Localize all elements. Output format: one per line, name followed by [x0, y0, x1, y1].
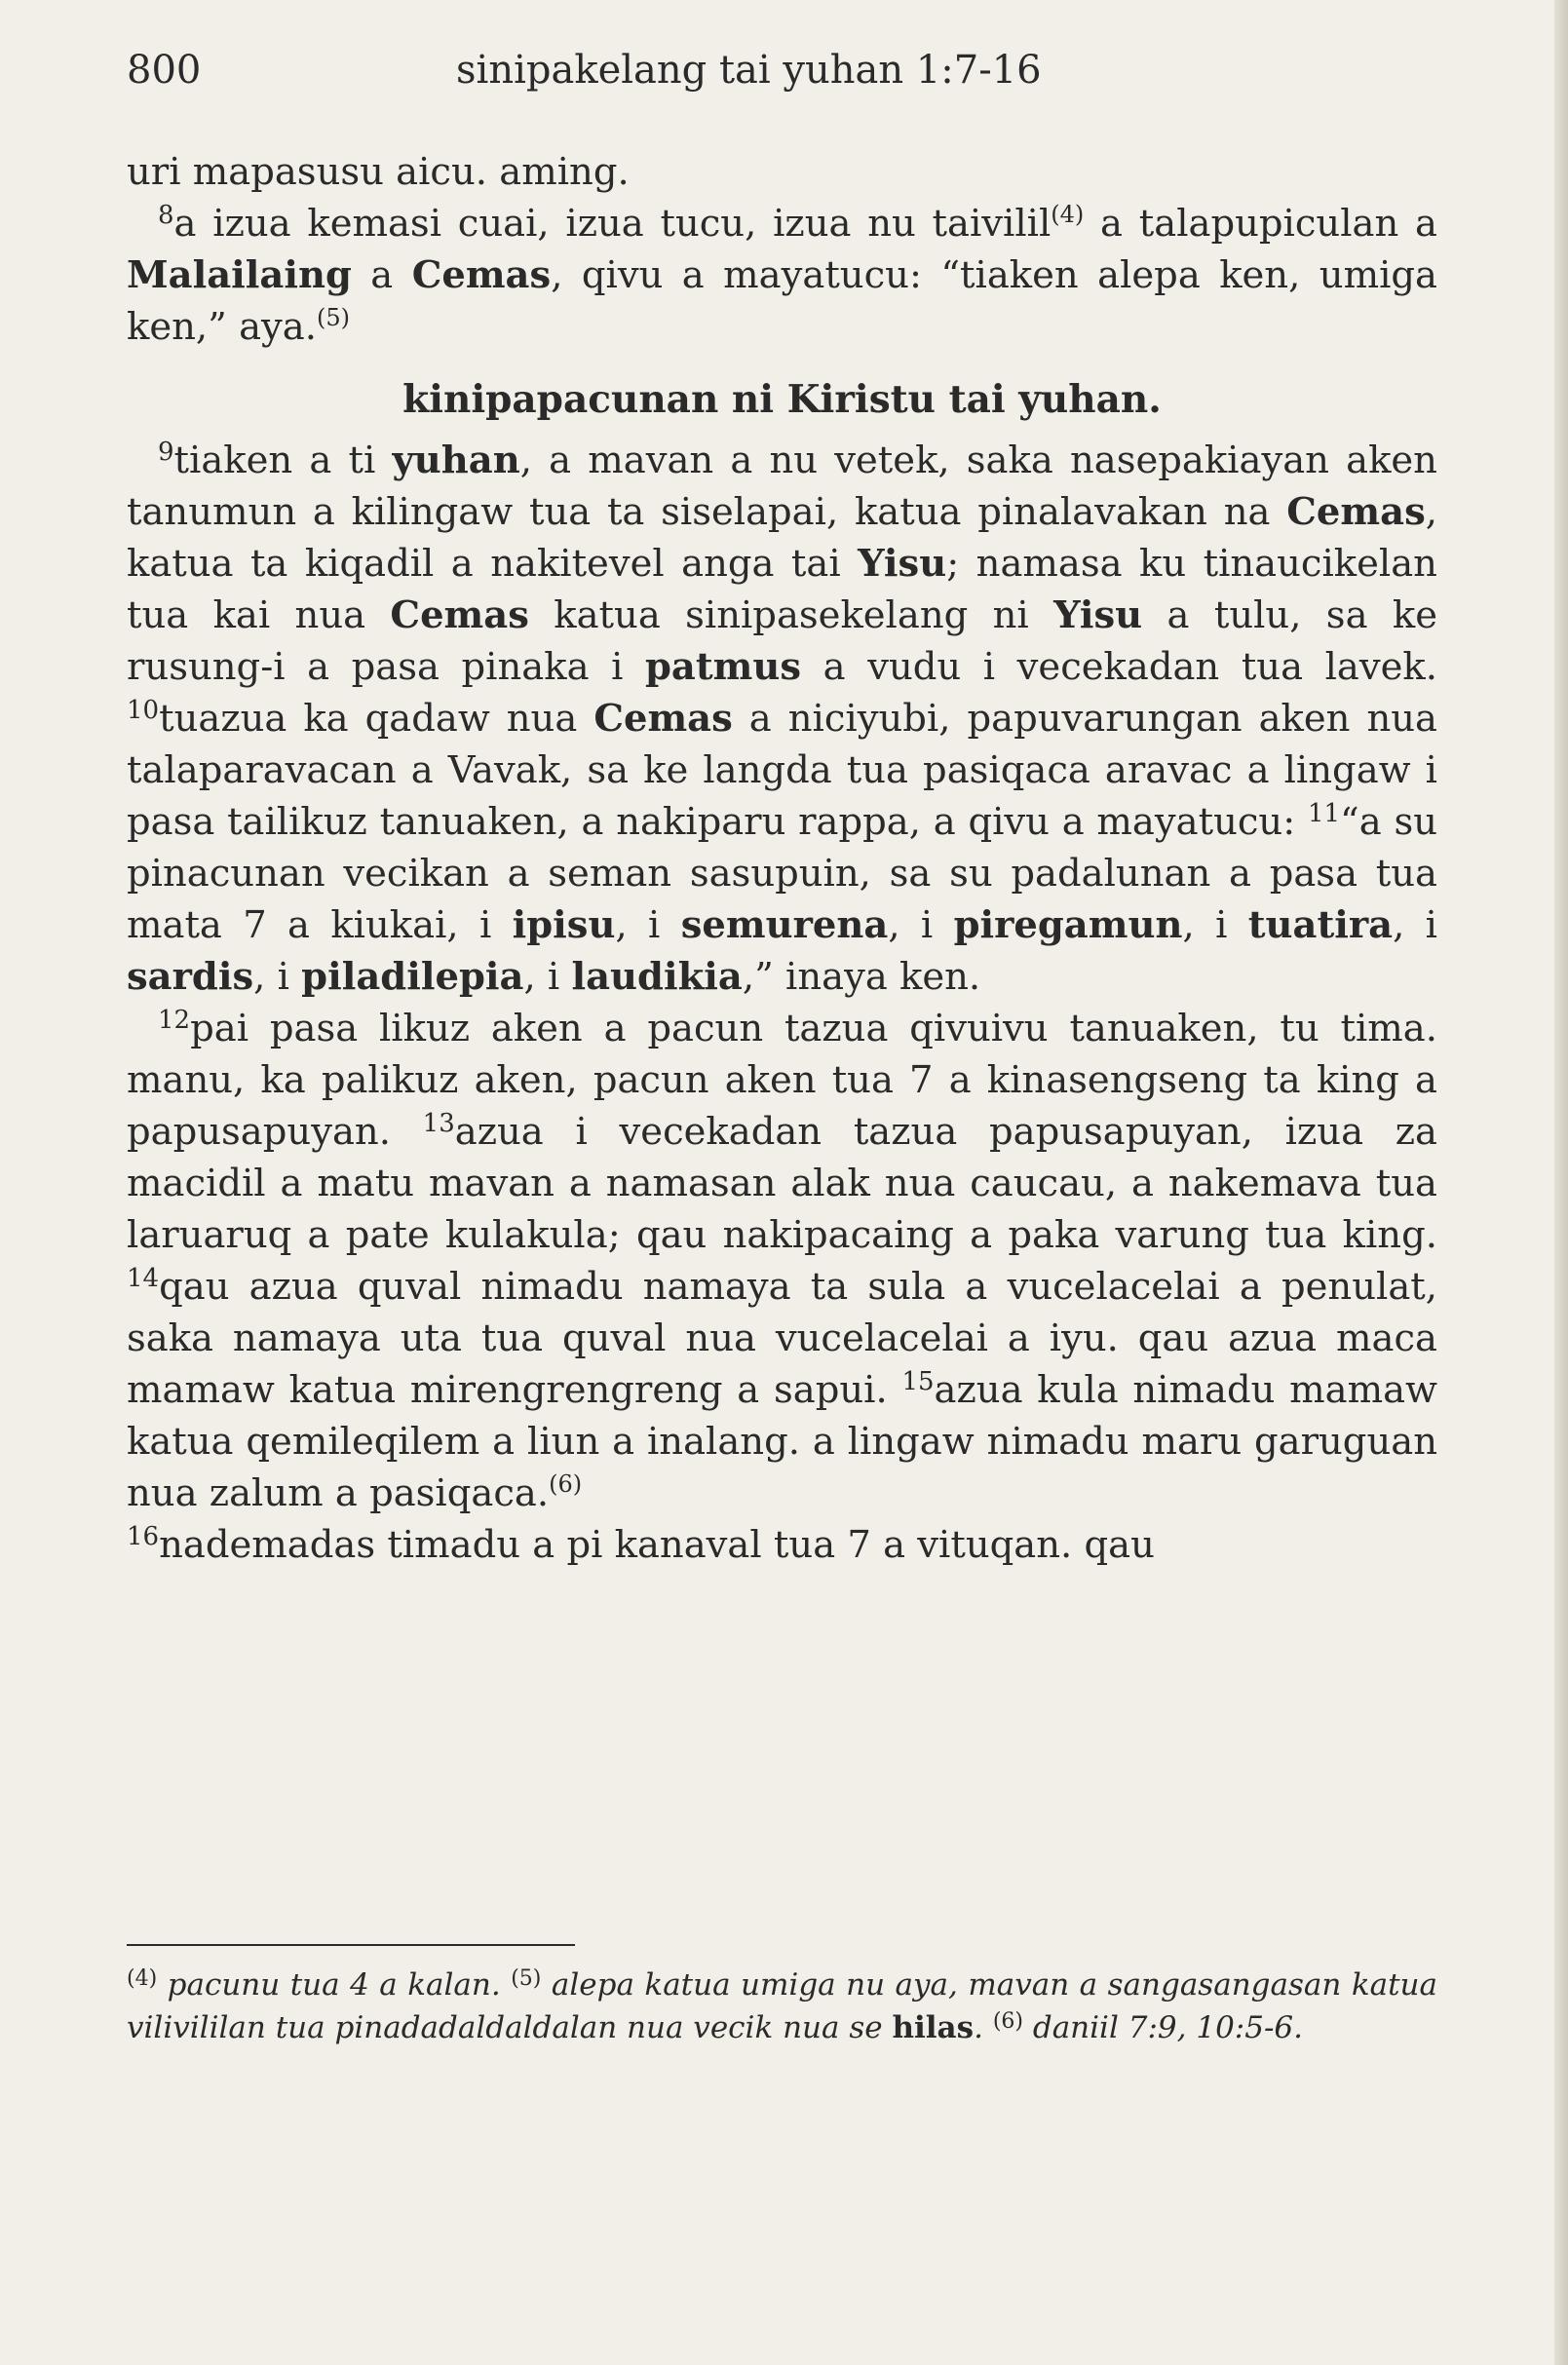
text: , katua ta kiqadil a nakitevel anga tai	[127, 490, 1437, 586]
bold-term: ipisu	[512, 903, 616, 947]
bold-term: patmus	[645, 645, 802, 689]
page-number: 800	[127, 48, 202, 93]
running-title: sinipakelang tai yuhan 1:7-16	[456, 48, 1042, 93]
text: azua kula nimadu mamaw katua qemileqilem a liun a inalang. a lingaw nimadu maru garuguan nua zalum a pasiqaca.	[127, 1368, 1438, 1515]
text: , i	[1182, 903, 1248, 947]
text: , i	[888, 903, 954, 947]
text: .	[974, 2010, 993, 2045]
bold-term: tuatira	[1247, 903, 1394, 947]
text: uri mapasusu aicu. aming.	[127, 150, 630, 194]
bold-term: yuhan	[392, 439, 520, 482]
text: a izua kemasi cuai, izua tucu, izua nu taivilil	[173, 202, 1052, 246]
bold-term: Cemas	[411, 253, 552, 297]
text: qau azua quval nimadu namaya ta sula a vucelacelai a penulat, saka namaya uta tua quval nua vucelacelai a iyu. qau azua maca mamaw katua mirengrengreng a sapui.	[127, 1265, 1437, 1412]
verse-number: 8	[158, 201, 174, 230]
text: ; namasa ku tinaucikelan tua kai nua	[127, 542, 1437, 637]
bold-term: Yisu	[1053, 593, 1143, 637]
text: “a su pinacunan vecikan a seman sasupuin, sa su padalunan a pasa tua mata 7 a kiukai, i	[127, 800, 1437, 947]
verse-number: 13	[422, 1109, 455, 1138]
paragraph-2	[127, 198, 1437, 353]
text: a tulu, sa ke rusung-i a pasa pinaka i	[127, 593, 1437, 689]
footnote-4: pacunu tua 4 a kalan.	[157, 1967, 512, 2003]
footnote-5: alepa katua umiga nu aya, mavan a sangasangasan katua vilivililan tua pinadadaldaldalan nua vecik nua se	[127, 1967, 1437, 2045]
verse-number: 11	[1307, 799, 1341, 828]
text: azua i vecekadan tazua papusapuyan, izua za macidil a matu mavan a namasan alak nua caucau, a nakemava tua laruaruq a pate kulakula; qau nakipacaing a paka varung tua king.	[127, 1110, 1437, 1257]
footnote-6: daniil 7:9, 10:5-6.	[1023, 2010, 1304, 2045]
text: , i	[615, 903, 681, 947]
text: a vudu i vecekadan tua lavek.	[801, 645, 1437, 689]
text: , qivu a mayatucu: “tiaken alepa ken, umiga ken,” aya.	[127, 253, 1437, 349]
verse-number: 14	[127, 1264, 160, 1293]
footnote-ref: (6)	[549, 1470, 583, 1498]
text: nademadas timadu a pi kanaval tua 7 a vituqan. qau	[159, 1523, 1155, 1567]
footnote-number: (5)	[511, 1966, 542, 1991]
footnote-number: (4)	[127, 1966, 158, 1991]
text: katua sinipasekelang ni	[528, 593, 1054, 637]
section-heading: kinipapacunan ni Kiristu tai yuhan.	[402, 377, 1162, 422]
paragraph-3	[127, 435, 1437, 1003]
text: tuazua ka qadaw nua	[159, 697, 594, 741]
footnote-number: (6)	[992, 2009, 1023, 2034]
verse-number: 12	[158, 1006, 191, 1035]
body-text	[127, 146, 1437, 1571]
bold-term: laudikia	[571, 955, 743, 999]
bold-term: hilas	[892, 2010, 975, 2045]
footnote-ref: (5)	[316, 304, 350, 331]
text: a niciyubi, papuvarungan aken nua talaparavacan a Vavak, sa ke langda tua pasiqaca aravac a lingaw i pasa tailikuz tanuaken, a nakiparu rappa, a qivu a mayatucu:	[127, 697, 1437, 844]
verse-number: 15	[901, 1367, 935, 1396]
verse-number: 10	[127, 696, 160, 725]
bold-term: semurena	[680, 903, 889, 947]
verse-number: 9	[158, 438, 174, 467]
paragraph-1	[127, 146, 1437, 198]
footnote-ref: (4)	[1051, 201, 1085, 228]
verse-number: 16	[127, 1522, 160, 1551]
text: , i	[523, 955, 572, 999]
bold-term: Yisu	[858, 542, 947, 586]
bold-term: Cemas	[593, 697, 733, 741]
bold-term: Malailaing	[127, 253, 352, 297]
text: , i	[253, 955, 302, 999]
bold-term: sardis	[127, 955, 254, 999]
footnote-text	[127, 1964, 1437, 2049]
bold-term: piregamun	[953, 903, 1183, 947]
bold-term: Cemas	[1286, 490, 1426, 534]
text: tiaken a ti	[173, 439, 393, 482]
running-header	[127, 41, 1442, 99]
page-edge	[1554, 0, 1568, 2365]
paragraph-4	[127, 1003, 1437, 1571]
bold-term: Cemas	[390, 593, 529, 637]
bold-term: piladilepia	[301, 955, 524, 999]
text: ,” inaya ken.	[742, 955, 981, 999]
text: , i	[1393, 903, 1437, 947]
footnote-rule	[127, 1944, 575, 1946]
text: a	[351, 253, 412, 297]
footnotes	[127, 1964, 1437, 2049]
text: a talapupiculan a	[1084, 202, 1437, 246]
text: pai pasa likuz aken a pacun tazua qivuivu tanuaken, tu tima. manu, ka palikuz aken, pacun aken tua 7 a kinasengseng ta king a papusapuyan.	[127, 1007, 1437, 1154]
text: , a mavan a nu vetek, saka nasepakiayan aken tanumun a kilingaw tua ta siselapai, katua pinalavakan na	[127, 439, 1437, 534]
